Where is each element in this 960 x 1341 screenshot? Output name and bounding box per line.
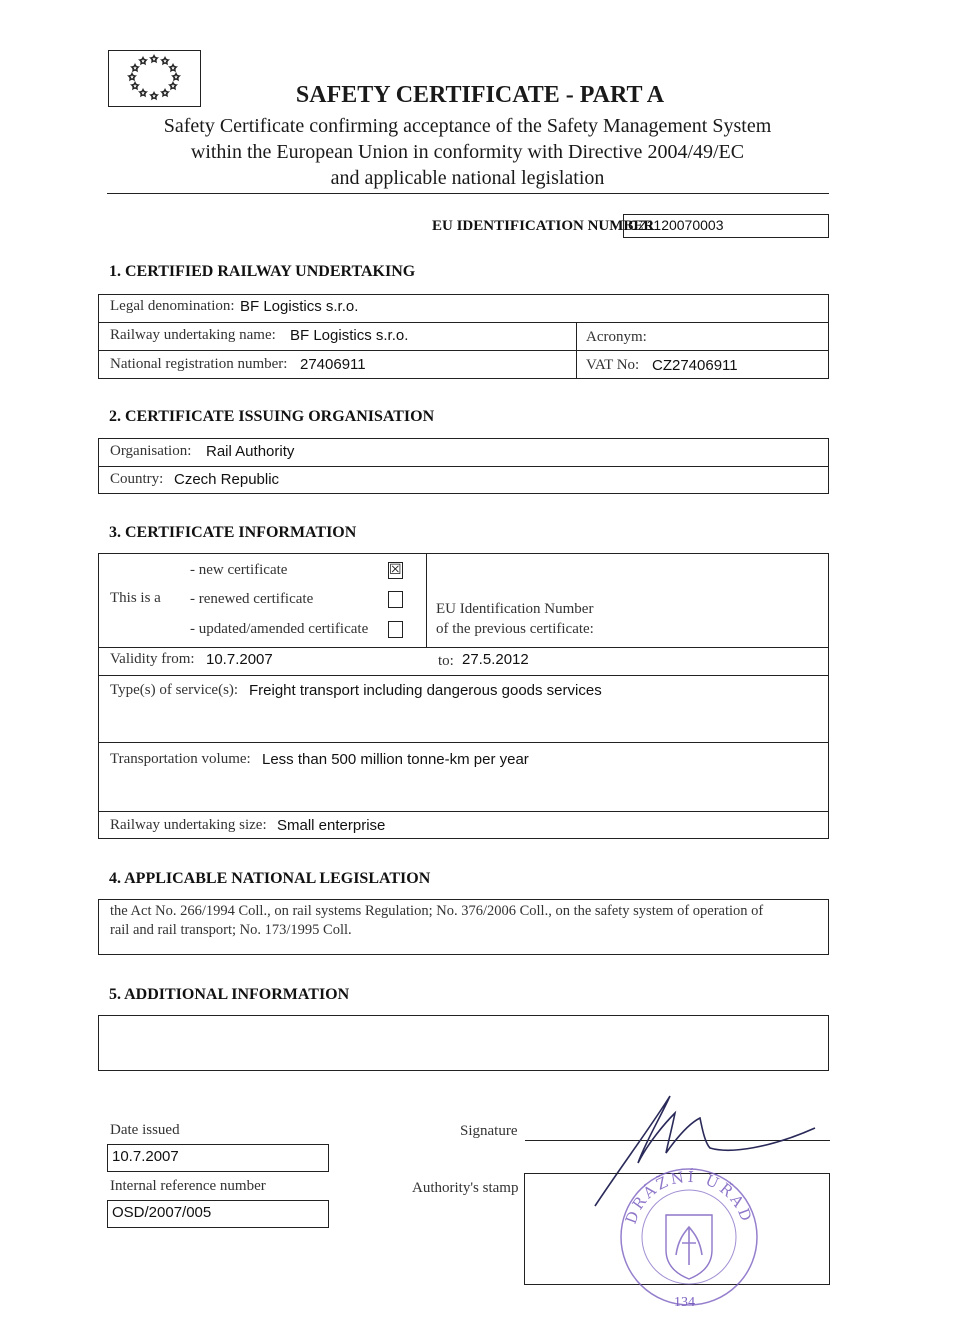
section-3-row-divider-3 [98,742,829,743]
country-label: Country: [110,471,164,487]
svg-text:✩: ✩ [139,88,147,98]
subtitle-line-1: Safety Certificate confirming acceptance of the Safety Management System [163,115,772,137]
section-2-heading: 2. CERTIFICATE ISSUING ORGANISATION [109,408,435,425]
vat-label: VAT No: [586,357,640,373]
header-divider [107,193,829,194]
checked-x-icon: ☒ [389,562,402,578]
signature-label: Signature [460,1123,518,1139]
legislation-line-2: rail and rail transport; No. 173/1995 Coll. [110,922,352,938]
certificate-title: SAFETY CERTIFICATE - PART A [295,82,665,108]
legal-denomination-value: BF Logistics s.r.o. [240,298,359,315]
volume-label: Transportation volume: [110,751,251,767]
previous-cert-divider [426,553,427,647]
stamp-number: 134 [674,1295,695,1310]
subtitle-line-2: within the European Union in conformity with Directive 2004/49/EC [190,141,745,163]
eu-id-label: EU IDENTIFICATION NUMBER [432,218,655,234]
validity-to-label: to: [438,653,454,669]
stamp-seal-icon [614,1155,764,1315]
undertaking-name-label: Railway undertaking name: [110,327,276,343]
registration-number-value: 27406911 [300,356,366,373]
option-updated-checkbox[interactable] [388,621,403,638]
section-3-row-divider-4 [98,811,829,812]
size-label: Railway undertaking size: [110,817,267,833]
section-3-row-divider-2 [98,675,829,676]
svg-text:✩: ✩ [139,56,147,66]
previous-cert-label-2: of the previous certificate: [436,621,594,637]
option-updated-label: - updated/amended certificate [190,621,369,637]
date-issued-value: 10.7.2007 [107,1144,329,1172]
svg-text:✩: ✩ [161,88,169,98]
section-3-heading: 3. CERTIFICATE INFORMATION [109,524,357,541]
volume-value: Less than 500 million tonne-km per year [262,751,529,768]
acronym-label: Acronym: [586,329,647,345]
reference-number-label: Internal reference number [110,1178,266,1194]
reference-number-value: OSD/2007/005 [107,1200,329,1228]
svg-text:✩: ✩ [131,63,139,73]
svg-text:✩: ✩ [169,63,177,73]
date-issued-label: Date issued [110,1122,180,1138]
country-value: Czech Republic [174,471,280,488]
this-is-a-label: This is a [110,590,161,606]
organisation-label: Organisation: [110,443,192,459]
subtitle-line-3: and applicable national legislation [330,167,605,189]
svg-text:✩: ✩ [161,56,169,66]
validity-from-value: 10.7.2007 [206,651,273,668]
section-1-row-divider-2 [98,350,829,351]
section-4-heading: 4. APPLICABLE NATIONAL LEGISLATION [109,870,431,887]
option-new-checkbox[interactable] [388,562,403,579]
svg-text:✩: ✩ [150,91,158,101]
legal-denomination-label: Legal denomination: [110,298,235,314]
vat-value: CZ27406911 [652,357,738,374]
section-1-row-divider-1 [98,322,829,323]
organisation-value: Rail Authority [206,443,295,460]
validity-to-value: 27.5.2012 [462,651,529,668]
option-renewed-label: - renewed certificate [190,591,314,607]
section-5-heading: 5. ADDITIONAL INFORMATION [109,986,350,1003]
official-stamp [614,1155,764,1315]
svg-text:✩: ✩ [150,54,158,64]
section-3-row-divider-1 [98,647,829,648]
legislation-line-1: the Act No. 266/1994 Coll., on rail systems Regulation; No. 376/2006 Coll., on the safety system of operation of [110,903,764,919]
section-1-col-divider [576,322,577,379]
registration-number-label: National registration number: [110,356,288,372]
eu-id-value: CZ1120070003 [623,214,829,238]
additional-info-box [98,1015,829,1071]
svg-text:✩: ✩ [172,72,180,82]
section-1-heading: 1. CERTIFIED RAILWAY UNDERTAKING [109,263,416,280]
eu-stars-icon [109,51,199,105]
section-2-row-divider [98,466,829,467]
previous-cert-label-1: EU Identification Number [436,601,594,617]
eu-flag-emblem [108,50,201,107]
svg-text:✩: ✩ [128,72,136,82]
size-value: Small enterprise [277,817,386,834]
validity-from-label: Validity from: [110,651,195,667]
option-new-label: - new certificate [190,562,288,578]
services-label: Type(s) of service(s): [110,682,239,698]
authority-stamp-label: Authority's stamp [412,1180,519,1196]
services-value: Freight transport including dangerous goods services [249,682,602,699]
svg-text:✩: ✩ [131,81,139,91]
option-renewed-checkbox[interactable] [388,591,403,608]
svg-text:DRÁŽNÍ ÚŘAD: DRÁŽNÍ ÚŘAD [621,1167,757,1227]
svg-text:✩: ✩ [169,81,177,91]
undertaking-name-value: BF Logistics s.r.o. [290,327,409,344]
